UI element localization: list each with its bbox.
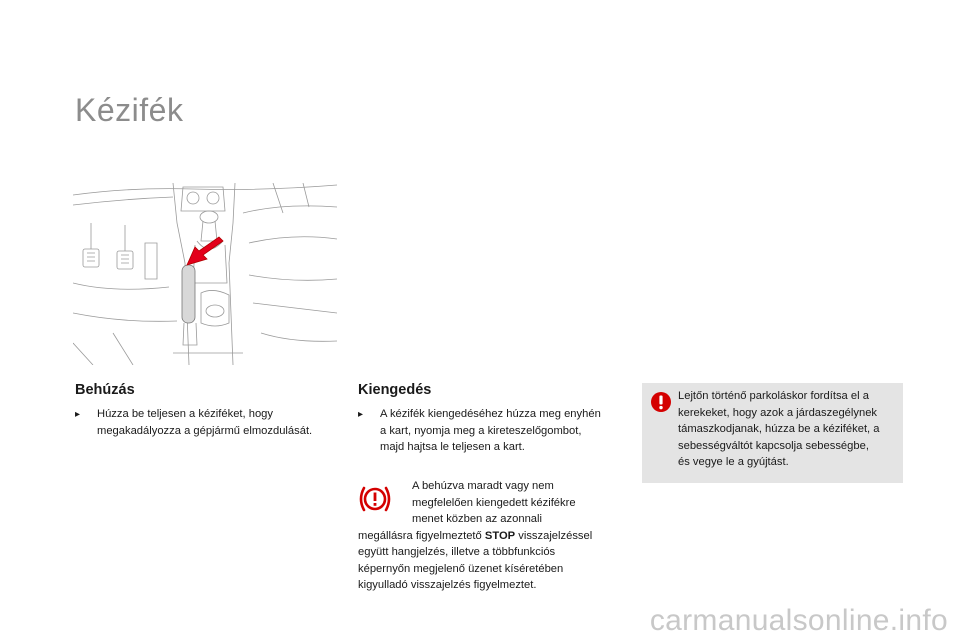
section-heading-pull: Behúzás (75, 382, 135, 398)
bullet-mark: ▸ (358, 409, 364, 420)
release-instruction-text: A kézifék kiengedéséhez húzza meg enyhén a kart, nyomja meg a kireteszelőgombot, majd hajtsa le teljesen a kart. (380, 408, 601, 453)
stop-keyword: STOP (484, 529, 516, 542)
pull-instruction-text: Húzza be teljesen a kéziféket, hogy megakadályozza a gépjármű elmozdulását. (97, 408, 313, 437)
pull-instruction (75, 406, 345, 439)
brake-warning-icon (358, 484, 392, 520)
parking-note-box (642, 383, 903, 483)
caution-icon (650, 391, 672, 418)
handbrake-illustration (73, 183, 337, 365)
release-instruction (358, 406, 628, 456)
watermark: carmanualsonline.info (649, 604, 948, 637)
release-warning: A behúzva maradt vagy nem megfelelően kiengedett kézifékre menet közben az azonnali megállásra figyelmeztető STOP visszajelzéssel együtt hangjelzés, illetve a többfunkciós képernyőn megjelenő üzenet kíséretében kigyulladó visszajelzés figyelmeztet. (358, 480, 593, 591)
bullet-mark: ▸ (75, 409, 81, 420)
section-heading-release: Kiengedés (358, 382, 432, 398)
parking-note-text: Lejtőn történő parkoláskor fordítsa el a kerekeket, hogy azok a járdaszegélynek támaszkodjanak, húzza be a kéziféket, a sebességváltót kapcsolja sebességbe, és vegye le a gyújtást. (678, 390, 880, 468)
page-title: Kézifék (75, 92, 184, 128)
